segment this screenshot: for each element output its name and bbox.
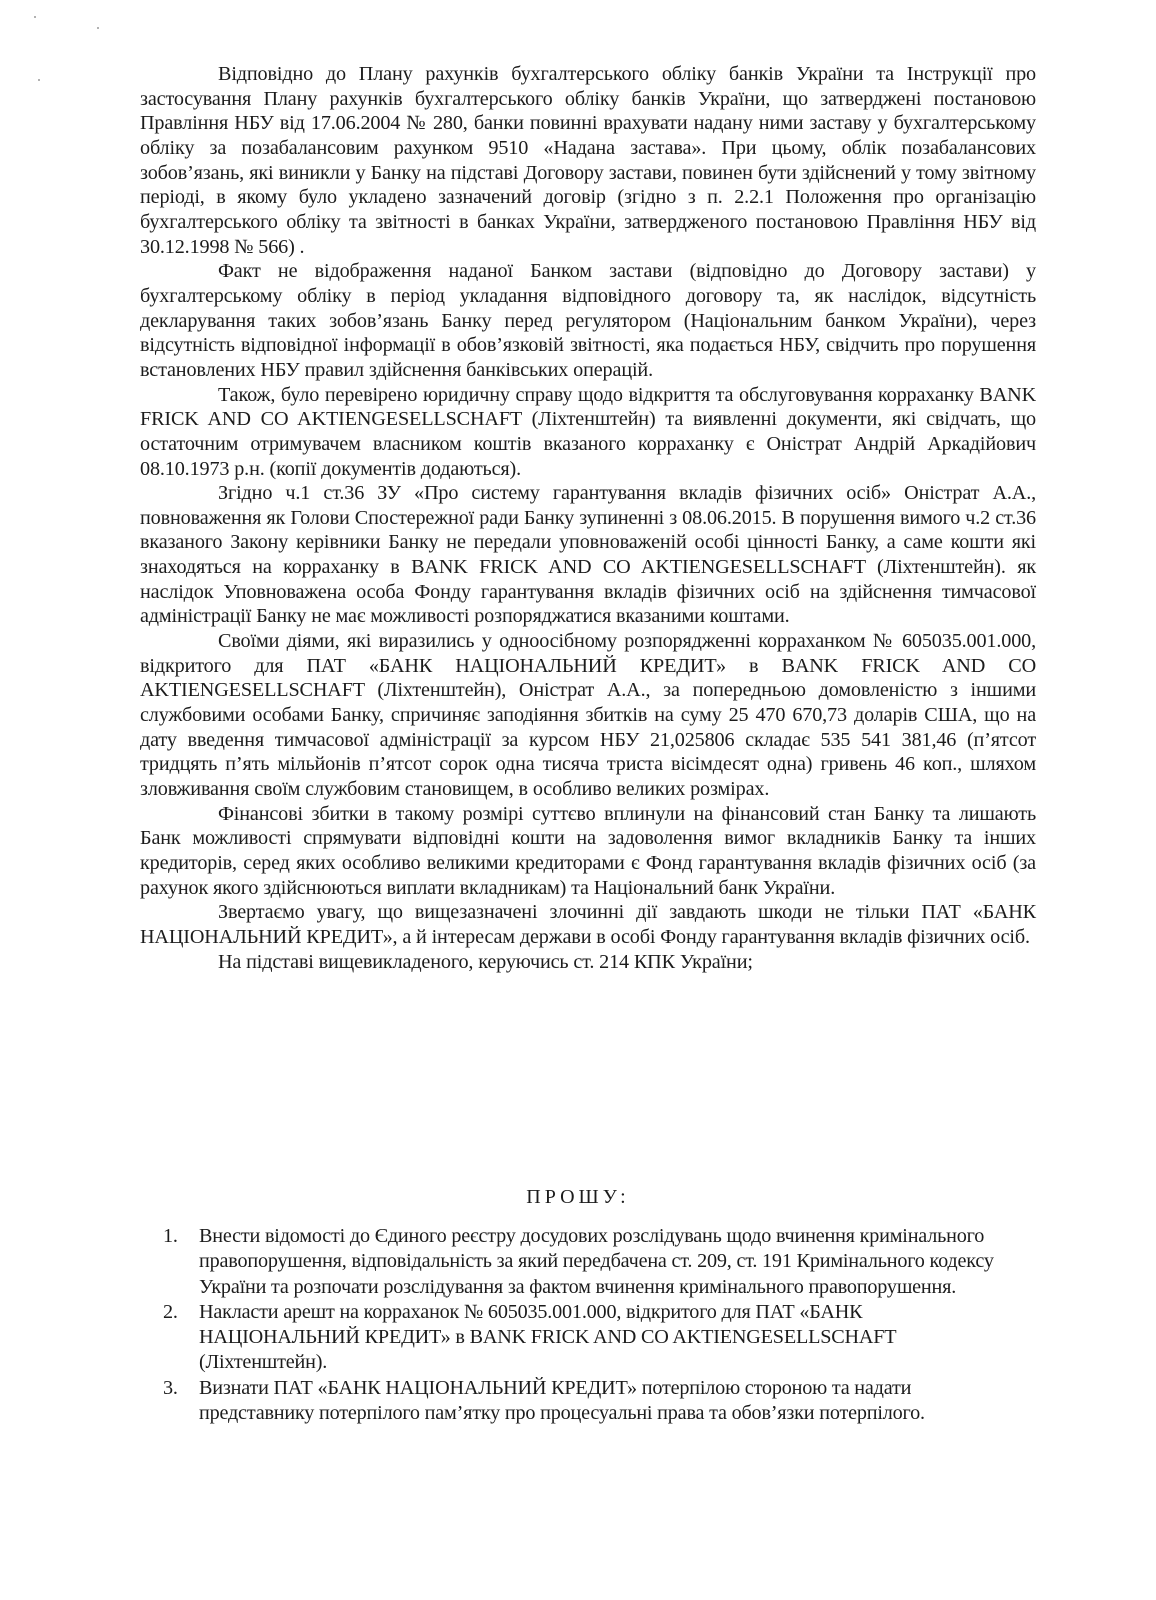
paragraph-unreported-collateral: Факт не відображення наданої Банком застави (відповідно до Договору застави) у бухгалтерському обліку в період укладання відповідного договору та, як наслідок, відсутність декларування таких зобов’язань Банку перед регулятором (Національним банком України), через відсутність відповідної інформації в обов’язковій звітності, яка подається НБУ, свідчить про порушення встановлених НБУ правил здійснення банківських операцій. xyxy=(140,260,1036,381)
paragraph-legal-basis: На підставі вищевикладеного, керуючись ст. 214 КПК України; xyxy=(218,950,753,973)
paragraph-correspondent-account-review: Також, було перевірено юридичну справу щодо відкриття та обслуговування корраханку BANK FRICK AND CO AKTIENGESELLSCHAFT (Ліхтенштейн) та виявленні документи, які свідчать, що остаточним отримувачем власником коштів вказаного корраханку є Оністрат Андрій Аркадійович 08.10.1973 р.н. (копії документів додаються). xyxy=(140,383,1036,480)
request-item-number: 2. xyxy=(163,1300,178,1323)
paragraph-state-interests: Звертаємо увагу, що вищезазначені злочинні дії завдають шкоди не тільки ПАТ «БАНК НАЦІОНАЛЬНИЙ КРЕДИТ», а й інтересам держави в особі Фонду гарантування вкладів фізичних осіб. xyxy=(140,901,1036,948)
request-item xyxy=(163,1300,1023,1376)
request-item-text: Накласти арешт на корраханок № 605035.001.000, відкритого для ПАТ «БАНК НАЦІОНАЛЬНИЙ КРЕДИТ» в BANK FRICK AND CO AKTIENGESELLSCHAFT (Ліхтенштейн). xyxy=(199,1300,897,1374)
paragraph-collateral-accounting: Відповідно до Плану рахунків бухгалтерського обліку банків України та Інструкції про застосування Плану рахунків бухгалтерського обліку банків України, що затверджені постановою Правління НБУ від 17.06.2004 № 280, банки повинні врахувати надану ними заставу у бухгалтерському обліку за позабалансовим рахунком 9510 «Надана застава». При цьому, облік позабалансових зобов’язань, які виникли у Банку на підставі Договору застави, повинен бути здійснений у тому звітному періоді, в якому було укладено зазначений договір (згідно з п. 2.2.1 Положення про організацію бухгалтерського обліку та звітності в банках України, затвердженого постановою Правління НБУ від 30.12.1998 № 566) . xyxy=(140,63,1036,258)
request-item xyxy=(163,1376,1023,1427)
request-item-number: 1. xyxy=(163,1225,178,1247)
scan-speck xyxy=(97,27,99,29)
request-heading: ПРОШУ: xyxy=(526,1186,630,1208)
document-body xyxy=(140,62,1036,974)
request-item-text: Внести відомості до Єдиного реєстру досудових розслідувань щодо вчинення кримінального правопорушення, відповідальність за який передбачена ст. 209, ст. 191 Кримінального кодексу України та розпочати розслідування за фактом вчинення кримінального правопорушення. xyxy=(199,1225,994,1298)
request-item-number: 3. xyxy=(163,1376,178,1399)
request-list xyxy=(163,1224,1023,1426)
scan-speck xyxy=(34,16,36,18)
paragraph-damages-amount: Своїми діями, які виразились у одноосібному розпорядженні корраханком № 605035.001.000, відкритого для ПАТ «БАНК НАЦІОНАЛЬНИЙ КРЕДИТ» в BANK FRICK AND CO AKTIENGESELLSCHAFT (Ліхтенштейн), Оністрат А.А., за попередньою домовленістю з іншими службовими особами Банку, спричиняє заподіяння збитків на суму 25 470 670,73 доларів США, що на дату введення тимчасової адміністрації за курсом НБУ 21,025806 складає 535 541 381,46 (п’ятсот тридцять п’ять мільйонів п’ятсот сорок одна тисяча триста вісімдесят одна) гривень 46 коп., шляхом зловживання своїм службовим становищем, в особливо великих розмірах. xyxy=(140,630,1036,801)
paragraph-deposit-guarantee-law: Згідно ч.1 ст.36 ЗУ «Про систему гарантування вкладів фізичних осіб» Оністрат А.А., повноваження як Голови Спостережної ради Банку зупиненні з 08.06.2015. В порушення вимого ч.2 ст.36 вказаного Закону керівники Банку не передали уповноваженій особі цінності Банку, а саме кошти які знаходяться на корраханку в BANK FRICK AND CO AKTIENGESELLSCHAFT (Ліхтенштейн). як наслідок Уповноважена особа Фонду гарантування вкладів фізичних осіб на здійснення тимчасової адміністрації Банку не має можливості розпоряджатися вказаними коштами. xyxy=(140,482,1036,628)
request-item-text: Визнати ПАТ «БАНК НАЦІОНАЛЬНИЙ КРЕДИТ» потерпілою стороною та надати представнику потерпілого пам’ятку про процесуальні права та обов’язки потерпілого. xyxy=(199,1376,925,1425)
paragraph-financial-losses: Фінансові збитки в такому розмірі суттєво вплинули на фінансовий стан Банку та лишають Банк можливості спрямувати відповідні кошти на задоволення вимог вкладників Банку та інших кредиторів, серед яких особливо великими кредиторами є Фонд гарантування вкладів фізичних осіб (за рахунок якого здійснюються виплати вкладникам) та Національний банк України. xyxy=(140,802,1036,899)
request-item xyxy=(163,1224,1023,1300)
scan-speck xyxy=(38,79,40,81)
